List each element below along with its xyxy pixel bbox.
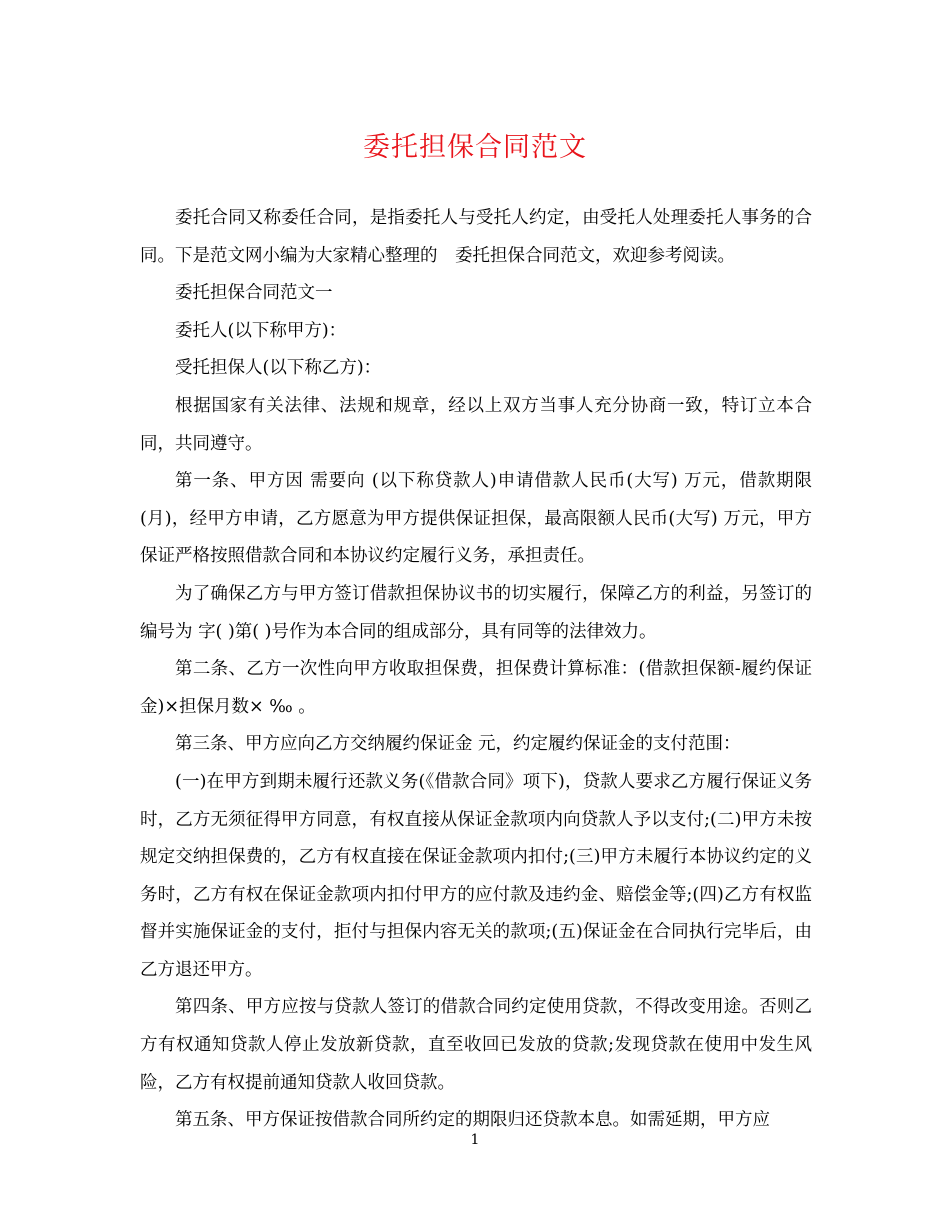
party-a-line: 委托人(以下称甲方)： bbox=[175, 320, 347, 341]
paragraph: 为了确保乙方与甲方签订借款担保协议书的切实履行，保障乙方的利益，另签订的编号为 字( )第( )号作为本合同的组成部分，具有同等的法律效力。 bbox=[140, 583, 812, 642]
article-3: 第三条、甲方应向乙方交纳履约保证金 元，约定履约保证金的支付范围： bbox=[175, 734, 741, 755]
document-title: 委托担保合同范文 bbox=[363, 132, 587, 163]
article-4: 第四条、甲方应按与贷款人签订的借款合同约定使用贷款，不得改变用途。否则乙方有权通知贷款人停止发放新贷款，直至收回已发放的贷款;发现贷款在使用中发生风险，乙方有权提前通知贷款人收回贷款。 bbox=[140, 997, 812, 1093]
article-3-items: (一)在甲方到期未履行还款义务(《借款合同》项下)，贷款人要求乙方履行保证义务时，乙方无须征得甲方同意，有权直接从保证金款项内向贷款人予以支付;(二)甲方未按规定交纳担保费的，乙方有权直接在保证金款项内扣付;(三)甲方未履行本协议约定的义务时，乙方有权在保证金款项内扣付甲方的应付款及违约金、赔偿金等;(四)乙方有权监督并实施保证金的支付，拒付与担保内容无关的款项;(五)保证金在合同执行完毕后，由乙方退还甲方。 bbox=[140, 771, 812, 980]
party-b-line: 受托担保人(以下称乙方)： bbox=[175, 358, 382, 379]
document-body bbox=[140, 200, 812, 1140]
page-number: 1 bbox=[470, 1132, 480, 1148]
section-heading: 委托担保合同范文一 bbox=[175, 283, 333, 304]
paragraph: 根据国家有关法律、法规和规章，经以上双方当事人充分协商一致，特订立本合同，共同遵守。 bbox=[140, 395, 812, 454]
article-5: 第五条、甲方保证按借款合同所约定的期限归还贷款本息。如需延期，甲方应 bbox=[175, 1110, 770, 1131]
article-1: 第一条、甲方因 需要向 (以下称贷款人)申请借款人民币(大写) 万元，借款期限 (月)，经甲方申请，乙方愿意为甲方提供保证担保，最高限额人民币(大写) 万元，甲方保证严格按照借款合同和本协议约定履行义务，承担责任。 bbox=[140, 471, 812, 567]
paragraph: 委托合同又称委任合同，是指委托人与受托人约定，由受托人处理委托人事务的合同。下是范文网小编为大家精心整理的 委托担保合同范文，欢迎参考阅读。 bbox=[140, 208, 812, 266]
article-2: 第二条、乙方一次性向甲方收取担保费，担保费计算标准：(借款担保额-履约保证金)×担保月数× ‰ 。 bbox=[140, 659, 812, 717]
